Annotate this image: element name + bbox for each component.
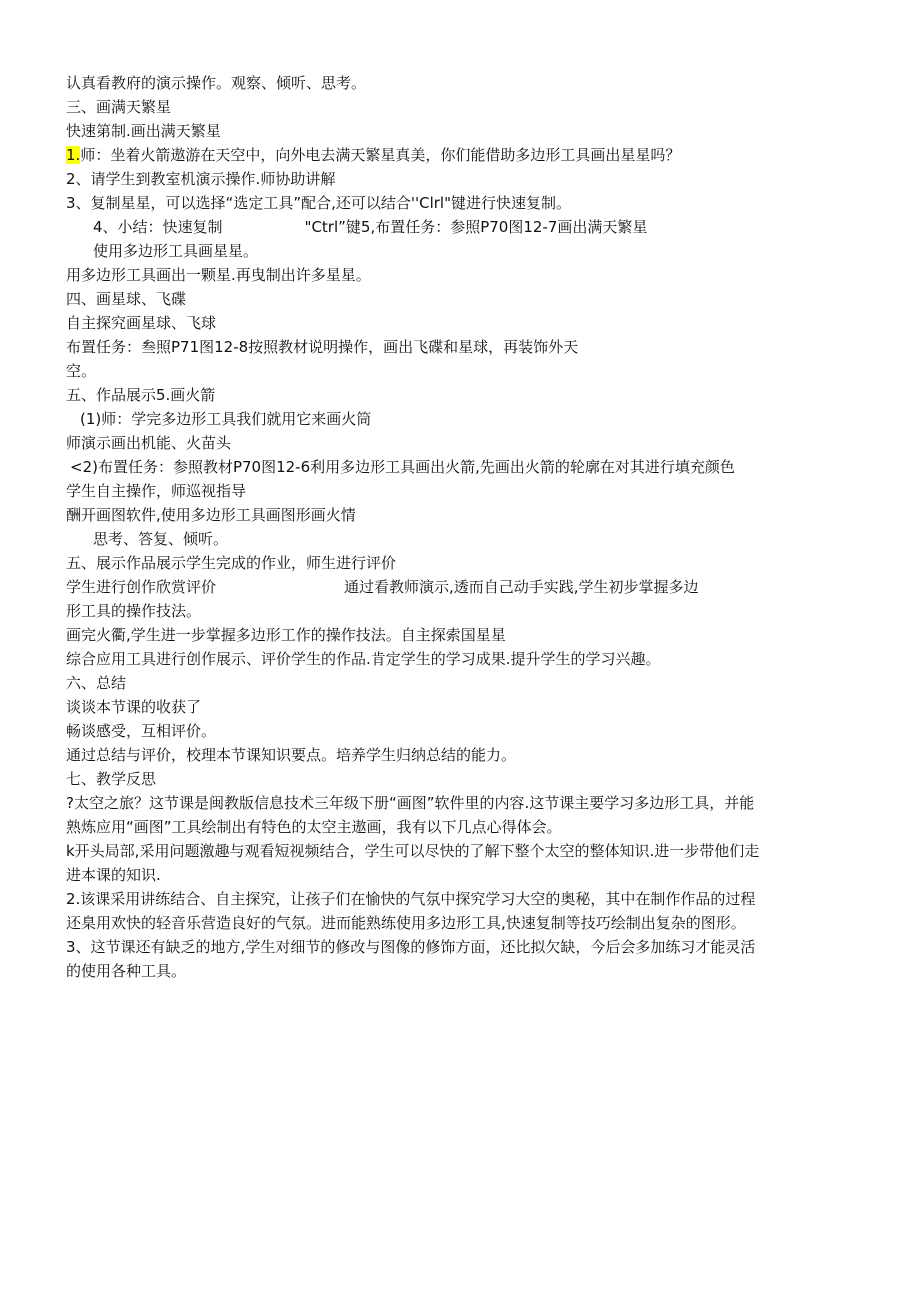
text-line: 谈谈本节课的收获了 (66, 698, 202, 716)
section-heading: 三、画满天繁星 (66, 98, 172, 116)
text-line-left: 学生进行创作欣赏评价 (66, 578, 217, 596)
text-line: 空。 (66, 362, 97, 380)
text-line: 熟炼应用“画图”工具绘制出有特色的太空主遨画，我有以下几点心得体会。 (66, 818, 562, 836)
text-line (66, 145, 680, 165)
text-line-content: 师：坐着火箭遨游在天空中，向外电去满天繁星真美，你们能借助多边形工具画出星星吗？ (80, 146, 681, 164)
text-line: 酬开画图软件,使用多边形工具画图形画火情 (66, 506, 356, 524)
text-line: 师演示画出机能、火苗头 (66, 434, 232, 452)
text-line: 进本课的知识. (66, 866, 161, 884)
text-line: 自主探究画星球、飞球 (66, 314, 217, 332)
text-line-right: 通过看教师演示,透而自己动手实践,学生初步掌握多边 (344, 578, 699, 596)
text-line: 2.该课采用讲练结合、自主探究，让孩子们在愉快的气氛中探究学习大空的奥秘，其中在制作作品的过程 (66, 890, 756, 908)
section-heading: 五、作品展示5.画火箭 (66, 386, 216, 404)
text-line: 思考、答复、倾听。 (93, 530, 229, 548)
text-line: (1)师：学完多边形工具我们就用它来画火筒 (80, 410, 372, 428)
highlighted-number: 1. (66, 146, 81, 164)
section-heading: 四、画星球、飞碟 (66, 290, 187, 308)
text-line: <2)布置任务：参照教材P70图12-6利用多边形工具画出火箭,先画出火箭的轮廓在对其进行填充颜色 (70, 458, 735, 476)
section-heading: 五、展示作品展示学生完成的作业，师生进行评价 (66, 554, 397, 572)
summary-content: "Ctrl”键5,布置任务：参照P70图12-7画出满天繁星 (304, 218, 648, 236)
text-line: k开头局部,采用问题激趣与观看短视频结合，学生可以尽快的了解下整个太空的整体知识.进一步带他们走 (66, 842, 760, 860)
text-line (66, 577, 699, 597)
text-line: 3、复制星星，可以选择“选定工具”配合,还可以结合''Clrl"键进行快速复制。 (66, 194, 571, 212)
text-line: 的使用各种工具。 (66, 962, 187, 980)
text-line: 3、这节课还有缺乏的地方,学生对细节的修改与图像的修饰方面，还比拟欠缺，今后会多加练习才能灵活 (66, 938, 756, 956)
text-line (93, 217, 647, 237)
text-line: ?太空之旅？这节课是闽教版信息技术三年级下册“画图”软件里的内容.这节课主要学习多边形工具，并能 (66, 794, 755, 812)
summary-label: 4、小结：快速复制 (93, 218, 223, 236)
text-line: 形工具的操作技法。 (66, 602, 202, 620)
text-line: 综合应用工具进行创作展示、评价学生的作品.肯定学生的学习成果.提升学生的学习兴趣。 (66, 650, 661, 668)
text-line: 通过总结与评价，校理本节课知识要点。培养学生归纳总结的能力。 (66, 746, 517, 764)
text-line: 快速第制.画出满天繁星 (66, 122, 221, 140)
section-heading: 六、总结 (66, 674, 127, 692)
text-line: 学生自主操作，师巡视指导 (66, 482, 247, 500)
section-heading: 七、教学反思 (66, 770, 157, 788)
text-line: 布置任务：叁照P71图12-8按照教材说明操作，画出飞碟和星球，再装饰外天 (66, 338, 579, 356)
text-line: 还臬用欢快的轻音乐营造良好的气氛。进而能熟练使用多边形工具,快速复制等技巧绘制出复杂的图形。 (66, 914, 746, 932)
text-line: 2、请学生到教室机演示操作.师协助讲解 (66, 170, 336, 188)
text-line: 畅谈感受，互相评价。 (66, 722, 217, 740)
text-line: 认真看教府的演示操作。观察、倾听、思考。 (66, 74, 367, 92)
text-line: 画完火衢,学生进一步掌握多边形工作的操作技法。自主探索国星星 (66, 626, 506, 644)
text-line: 用多边形工具画出一颗星.再曳制出许多星星。 (66, 266, 371, 284)
text-line: 使用多边形工具画星星。 (93, 242, 259, 260)
